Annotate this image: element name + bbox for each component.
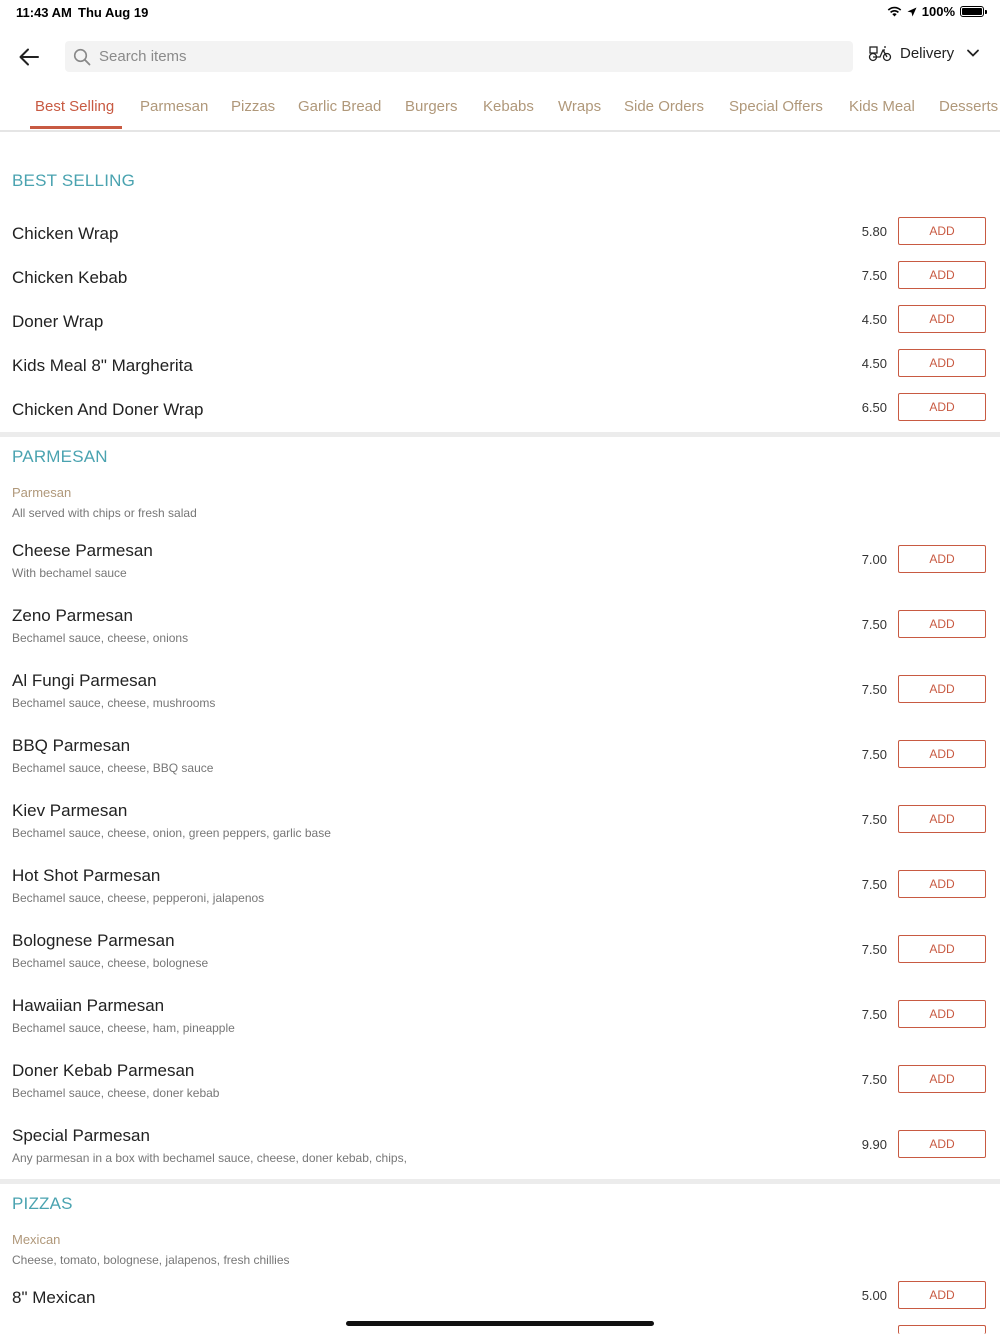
item-description: Bechamel sauce, cheese, ham, pineapple [12,1021,235,1035]
add-button[interactable]: ADD [898,1065,986,1093]
home-indicator [346,1321,654,1326]
item-price: 7.50 [861,617,887,632]
wifi-icon [887,6,902,17]
item-description: Bechamel sauce, cheese, onion, green peppers, garlic base [12,826,331,840]
category-description: Cheese, tomato, bolognese, jalapenos, fresh chillies [12,1253,290,1267]
item-price: 7.00 [861,552,887,567]
item-price: 7.50 [861,812,887,827]
tab-wraps[interactable]: Wraps [558,98,602,115]
add-button[interactable]: ADD [898,1000,986,1028]
delivery-selector[interactable] [868,44,980,62]
arrow-left-icon [19,48,39,66]
item-price: 7.50 [861,1007,887,1022]
item-price: 7.50 [861,747,887,762]
item-name: Bolognese Parmesan [12,931,175,950]
item-name: Doner Wrap [12,312,104,331]
item-name: Doner Kebab Parmesan [12,1061,195,1080]
tab-best-selling[interactable]: Best Selling [35,98,115,115]
section-divider [0,1179,1000,1184]
item-price: 7.50 [861,877,887,892]
item-price: 5.00 [861,1288,887,1303]
status-bar [0,0,1000,24]
item-price: 7.50 [861,268,887,283]
item-name: Cheese Parmesan [12,541,153,560]
add-button[interactable]: ADD [898,610,986,638]
item-name: BBQ Parmesan [12,736,131,755]
tab-parmesan[interactable]: Parmesan [140,98,209,115]
add-button[interactable]: ADD [898,935,986,963]
section-title-parmesan: PARMESAN [12,447,108,466]
item-name: Hot Shot Parmesan [12,866,161,885]
item-name: Zeno Parmesan [12,606,133,625]
item-price: 7.50 [861,682,887,697]
tab-desserts[interactable]: Desserts [939,98,999,115]
item-description: Bechamel sauce, cheese, pepperoni, jalapenos [12,891,265,905]
add-button[interactable]: ADD [898,870,986,898]
item-price: 9.90 [861,1137,887,1152]
item-description: With bechamel sauce [12,566,127,580]
item-description: Bechamel sauce, cheese, mushrooms [12,696,216,710]
status-time: 11:43 AM [16,5,72,20]
section-divider [0,432,1000,437]
add-button[interactable]: ADD [898,217,986,245]
item-description: Bechamel sauce, cheese, doner kebab [12,1086,220,1100]
add-button[interactable]: ADD [898,305,986,333]
item-price: 4.50 [861,356,887,371]
item-description: Bechamel sauce, cheese, onions [12,631,189,645]
status-right [887,4,984,19]
tab-garlic-bread[interactable]: Garlic Bread [298,98,382,115]
delivery-label: Delivery [900,44,955,62]
item-name: Al Fungi Parmesan [12,671,157,690]
item-name: Hawaiian Parmesan [12,996,165,1015]
add-button[interactable]: ADD [898,740,986,768]
tab-burgers[interactable]: Burgers [405,98,458,115]
item-price: 7.50 [861,1072,887,1087]
item-description: Bechamel sauce, cheese, bolognese [12,956,209,970]
item-name: Chicken And Doner Wrap [12,400,204,419]
location-arrow-icon [907,7,917,17]
item-name: Kids Meal 8" Margherita [12,356,193,375]
add-button[interactable]: ADD [898,1281,986,1309]
tab-pizzas[interactable]: Pizzas [231,98,276,115]
battery-percent: 100% [921,4,955,19]
category-name: Mexican [12,1232,61,1247]
add-button[interactable]: ADD [898,349,986,377]
tab-side-orders[interactable]: Side Orders [624,98,705,115]
tab-special-offers[interactable]: Special Offers [729,98,823,115]
item-name: Chicken Wrap [12,224,119,243]
battery-icon [960,6,984,17]
add-button[interactable]: ADD [898,805,986,833]
chevron-down-icon [966,48,980,58]
add-button[interactable]: ADD [898,261,986,289]
category-description: All served with chips or fresh salad [12,506,197,520]
scooter-icon [868,44,892,62]
back-button[interactable] [16,44,42,70]
active-tab-indicator [30,126,122,129]
add-button-partial[interactable] [898,1325,986,1334]
item-description: Any parmesan in a box with bechamel sauce, cheese, doner kebab, chips, [12,1151,407,1165]
item-price: 6.50 [861,400,887,415]
section-title-best-selling: BEST SELLING [12,171,136,190]
item-price: 4.50 [861,312,887,327]
search-input[interactable] [97,47,801,66]
item-description: Bechamel sauce, cheese, BBQ sauce [12,761,214,775]
item-name: Chicken Kebab [12,268,128,287]
search-icon [73,48,91,66]
item-name: Kiev Parmesan [12,801,128,820]
section-title-pizzas: PIZZAS [12,1194,73,1213]
add-button[interactable]: ADD [898,545,986,573]
item-price: 5.80 [861,224,887,239]
status-date: Thu Aug 19 [78,5,149,20]
tab-kebabs[interactable]: Kebabs [483,98,534,115]
add-button[interactable]: ADD [898,675,986,703]
search-bar[interactable] [65,41,853,72]
item-name: Special Parmesan [12,1126,150,1145]
item-price: 7.50 [861,942,887,957]
item-name: 8" Mexican [12,1288,96,1307]
add-button[interactable]: ADD [898,1130,986,1158]
tab-kids-meal[interactable]: Kids Meal [849,98,915,115]
category-name: Parmesan [12,485,72,500]
category-tabs [0,92,1000,132]
add-button[interactable]: ADD [898,393,986,421]
